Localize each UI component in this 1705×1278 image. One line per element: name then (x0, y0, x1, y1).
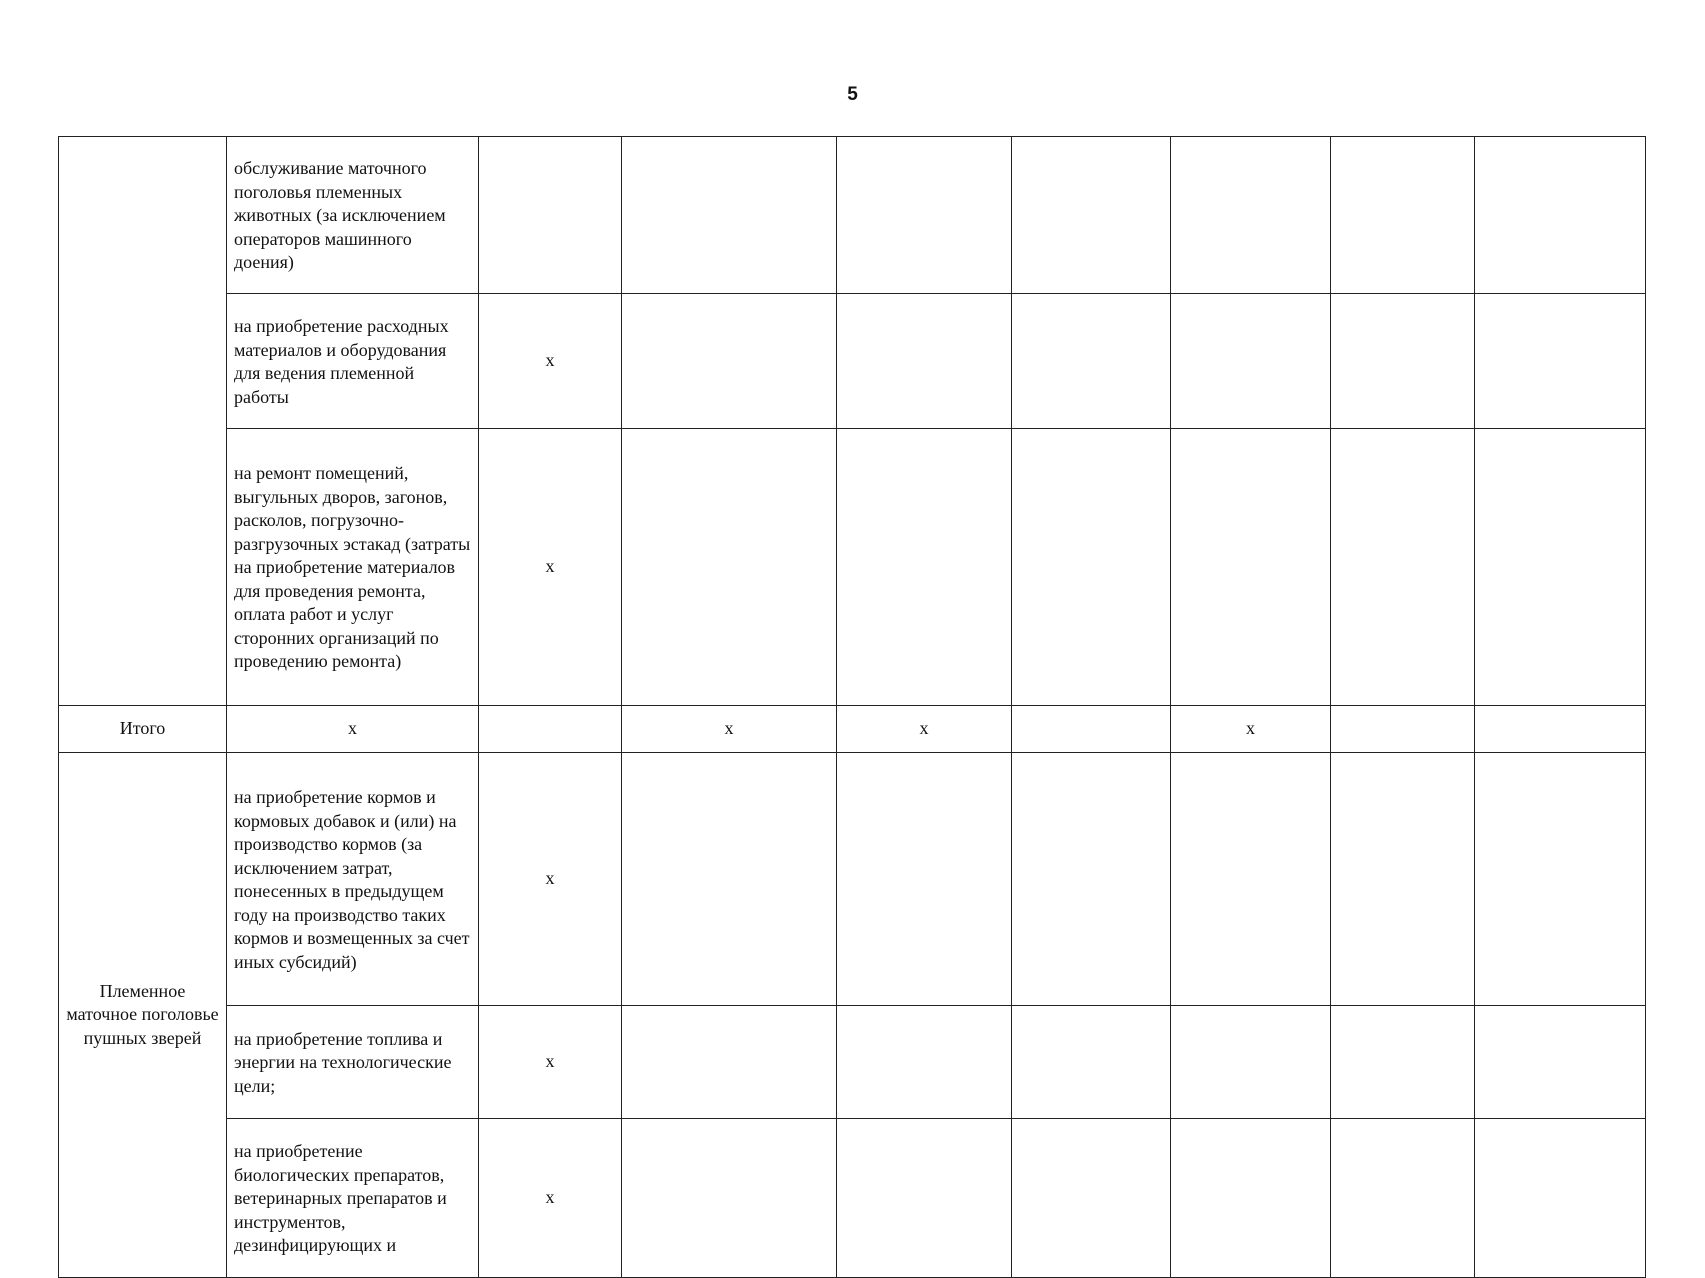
cell (1171, 1006, 1331, 1119)
x-mark: x (227, 706, 479, 753)
cell (1012, 1119, 1171, 1278)
x-mark: x (479, 294, 622, 429)
x-mark: x (1171, 706, 1331, 753)
row-description: на приобретение расходных материалов и оборудования для ведения племенной работы (227, 294, 479, 429)
cell (479, 137, 622, 294)
table-row (59, 1006, 1646, 1119)
cell (837, 1006, 1012, 1119)
table-row (59, 753, 1646, 1006)
cell (1475, 706, 1646, 753)
x-mark: x (479, 1119, 622, 1278)
cell (1012, 137, 1171, 294)
group-label: Племенное маточное поголовье пушных зверей (59, 753, 227, 1278)
row-description: на приобретение биологических препаратов, ветеринарных препаратов и инструментов, дезинфицирующих и (227, 1119, 479, 1278)
cell (622, 1119, 837, 1278)
table-row (59, 1119, 1646, 1278)
cell (1475, 753, 1646, 1006)
cell (1475, 1119, 1646, 1278)
cell (1171, 137, 1331, 294)
subsidy-cost-table (58, 136, 1646, 1278)
cell (1331, 753, 1475, 1006)
cell (837, 429, 1012, 706)
row-description: обслуживание маточного поголовья племенных животных (за исключением операторов машинного доения) (227, 137, 479, 294)
cell (1475, 137, 1646, 294)
cell (837, 753, 1012, 1006)
total-row (59, 706, 1646, 753)
x-mark: x (837, 706, 1012, 753)
x-mark: x (479, 1006, 622, 1119)
cell (1012, 429, 1171, 706)
row-description: на приобретение топлива и энергии на технологические цели; (227, 1006, 479, 1119)
page-number: 5 (847, 84, 858, 105)
table-row (59, 294, 1646, 429)
cell (1171, 753, 1331, 1006)
cell (1331, 1119, 1475, 1278)
cell (1475, 294, 1646, 429)
cell (479, 706, 622, 753)
cell (1012, 1006, 1171, 1119)
cell (1012, 753, 1171, 1006)
x-mark: x (479, 753, 622, 1006)
cell (1012, 706, 1171, 753)
cell (1171, 294, 1331, 429)
cell (1331, 294, 1475, 429)
cell (622, 294, 837, 429)
x-mark: x (622, 706, 837, 753)
cell (837, 137, 1012, 294)
cell (837, 1119, 1012, 1278)
cell (622, 429, 837, 706)
cell (622, 137, 837, 294)
cell (1475, 429, 1646, 706)
table-row (59, 429, 1646, 706)
cell (622, 1006, 837, 1119)
row-description: на ремонт помещений, выгульных дворов, загонов, расколов, погрузочно-разгрузочных эстакад (затраты на приобретение материалов для проведения ремонта, оплата работ и услуг сторонних организаций по проведению ремонта) (227, 429, 479, 706)
row-description: на приобретение кормов и кормовых добавок и (или) на производство кормов (за исключением затрат, понесенных в предыдущем году на производство таких кормов и возмещенных за счет иных субсидий) (227, 753, 479, 1006)
cell (622, 753, 837, 1006)
cell (1331, 706, 1475, 753)
cell (1331, 429, 1475, 706)
x-mark: x (479, 429, 622, 706)
cell (1171, 1119, 1331, 1278)
cell (1331, 1006, 1475, 1119)
table-row (59, 137, 1646, 294)
total-label: Итого (59, 706, 227, 753)
cell (1475, 1006, 1646, 1119)
cell (837, 294, 1012, 429)
group-cell-empty (59, 137, 227, 706)
cell (1331, 137, 1475, 294)
cell (1171, 429, 1331, 706)
cell (1012, 294, 1171, 429)
